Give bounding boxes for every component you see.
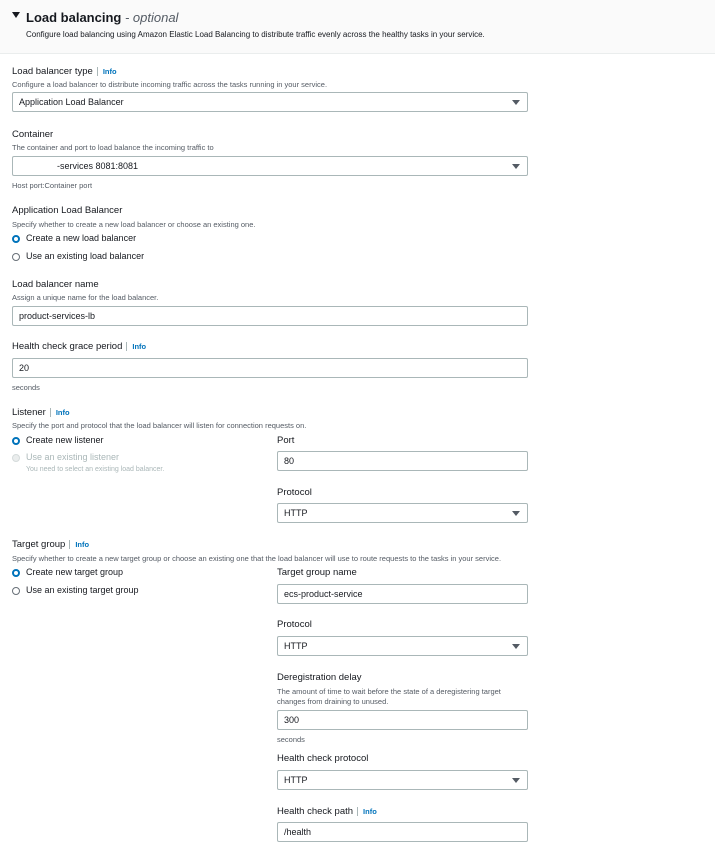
lb-type-description: Configure a load balancer to distribute incoming traffic across the tasks running in your service. — [12, 80, 328, 89]
caret-down-icon[interactable] — [12, 12, 20, 18]
listener-protocol-label: Protocol — [277, 487, 312, 498]
radio-create-target-group[interactable] — [12, 569, 20, 577]
info-link[interactable]: Info — [357, 807, 377, 816]
dropdown-arrow-icon — [512, 644, 520, 649]
container-select[interactable]: -services 8081:8081 — [12, 156, 528, 176]
existing-listener-note: You need to select an existing load balancer. — [26, 466, 165, 473]
container-description: The container and port to load balance the incoming traffic to — [12, 143, 214, 152]
radio-existing-lb-label[interactable]: Use an existing load balancer — [26, 251, 145, 261]
alb-label: Application Load Balancer — [12, 205, 123, 216]
info-link[interactable]: Info — [69, 540, 89, 549]
hc-protocol-select[interactable]: HTTP — [277, 770, 528, 790]
dropdown-arrow-icon — [512, 778, 520, 783]
hc-path-label: Health check path Info — [277, 806, 377, 817]
dropdown-arrow-icon — [512, 100, 520, 105]
tg-protocol-label: Protocol — [277, 619, 312, 630]
hc-path-input[interactable]: /health — [277, 822, 528, 842]
lb-name-label: Load balancer name — [12, 279, 99, 290]
dereg-input[interactable]: 300 — [277, 710, 528, 730]
grace-label: Health check grace period Info — [12, 341, 147, 352]
listener-protocol-select[interactable]: HTTP — [277, 503, 528, 523]
dropdown-arrow-icon — [512, 511, 520, 516]
target-group-label: Target group Info — [12, 539, 90, 550]
radio-existing-target-group[interactable] — [12, 587, 20, 595]
info-link[interactable]: Info — [97, 67, 117, 76]
radio-create-lb[interactable] — [12, 235, 20, 243]
target-group-name-label: Target group name — [277, 567, 357, 578]
target-group-name-input[interactable]: ecs-product-service — [277, 584, 528, 604]
info-link[interactable]: Info — [50, 408, 70, 417]
dropdown-arrow-icon — [512, 164, 520, 169]
lb-name-input[interactable]: product-services-lb — [12, 306, 528, 326]
radio-create-listener-label[interactable]: Create new listener — [26, 435, 104, 445]
container-label: Container — [12, 129, 54, 140]
section-description: Configure load balancing using Amazon Elastic Load Balancing to distribute traffic evenly across the healthy tasks in your service. — [26, 30, 485, 39]
listener-description: Specify the port and protocol that the load balancer will listen for connection requests on. — [12, 421, 307, 430]
info-link[interactable]: Info — [126, 342, 146, 351]
radio-create-target-group-label[interactable]: Create new target group — [26, 567, 124, 577]
dereg-description-1: The amount of time to wait before the state of a deregistering target — [277, 687, 501, 696]
alb-description: Specify whether to create a new load balancer or choose an existing one. — [12, 220, 256, 229]
lb-type-select[interactable]: Application Load Balancer — [12, 92, 528, 112]
optional-tag: - optional — [124, 10, 179, 25]
radio-existing-listener — [12, 454, 20, 462]
grace-input[interactable]: 20 — [12, 358, 528, 378]
section-title: Load balancing - optional — [26, 10, 179, 25]
port-label: Port — [277, 435, 295, 446]
hc-protocol-label: Health check protocol — [277, 753, 369, 764]
target-group-description: Specify whether to create a new target group or choose an existing one that the load balancer will use to route requests to the tasks in your service. — [12, 554, 502, 563]
container-hint: Host port:Container port — [12, 181, 93, 190]
dereg-unit: seconds — [277, 735, 305, 744]
lb-name-description: Assign a unique name for the load balancer. — [12, 293, 159, 302]
radio-existing-listener-label: Use an existing listener — [26, 452, 120, 462]
dereg-description-2: changes from draining to unused. — [277, 697, 389, 706]
tg-protocol-select[interactable]: HTTP — [277, 636, 528, 656]
dereg-label: Deregistration delay — [277, 672, 362, 683]
lb-type-label: Load balancer type Info — [12, 66, 117, 77]
radio-existing-target-group-label[interactable]: Use an existing target group — [26, 585, 139, 595]
section-header[interactable] — [0, 0, 715, 54]
radio-existing-lb[interactable] — [12, 253, 20, 261]
port-input[interactable]: 80 — [277, 451, 528, 471]
radio-create-listener[interactable] — [12, 437, 20, 445]
radio-create-lb-label[interactable]: Create a new load balancer — [26, 233, 137, 243]
grace-unit: seconds — [12, 383, 40, 392]
listener-label: Listener Info — [12, 407, 70, 418]
